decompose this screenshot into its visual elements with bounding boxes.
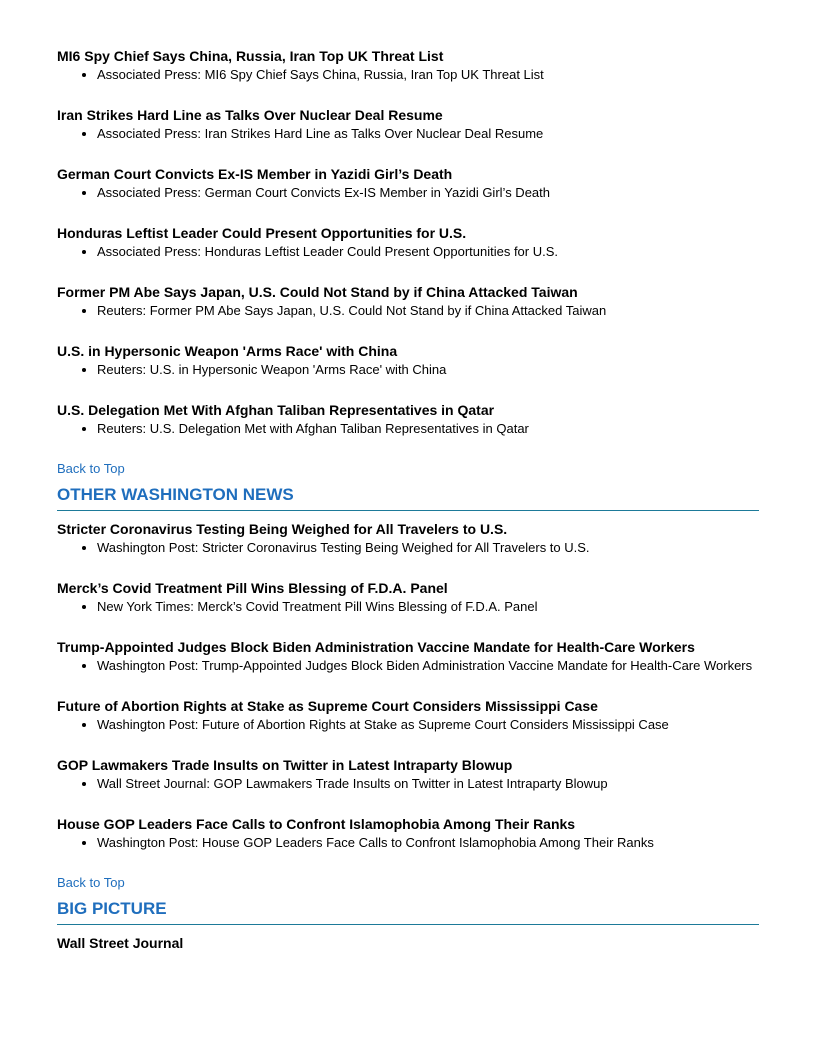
story-item xyxy=(57,283,759,320)
story-title: Honduras Leftist Leader Could Present Opportunities for U.S. xyxy=(57,225,467,241)
story-title: MI6 Spy Chief Says China, Russia, Iran Top UK Threat List xyxy=(57,48,444,64)
story-source-link[interactable]: • Washington Post: Future of Abortion Rights at Stake as Supreme Court Considers Mississippi Case xyxy=(97,716,759,734)
story-source-link[interactable]: • Associated Press: Iran Strikes Hard Line as Talks Over Nuclear Deal Resume xyxy=(97,125,759,143)
story-title: U.S. in Hypersonic Weapon 'Arms Race' with China xyxy=(57,343,398,359)
story-item xyxy=(57,579,759,616)
story-source-link[interactable]: • Associated Press: Honduras Leftist Leader Could Present Opportunities for U.S. xyxy=(97,243,759,261)
story-source-link[interactable]: • Washington Post: Trump-Appointed Judges Block Biden Administration Vaccine Mandate for Health-Care Workers xyxy=(97,657,759,675)
story-title: House GOP Leaders Face Calls to Confront Islamophobia Among Their Ranks xyxy=(57,816,576,832)
story-source-link[interactable]: • New York Times: Merck’s Covid Treatment Pill Wins Blessing of F.D.A. Panel xyxy=(97,598,759,616)
story-title: Wall Street Journal xyxy=(57,935,184,951)
story-title: Future of Abortion Rights at Stake as Supreme Court Considers Mississippi Case xyxy=(57,698,598,714)
story-source-link[interactable]: • Washington Post: House GOP Leaders Face Calls to Confront Islamophobia Among Their Ranks xyxy=(97,834,759,852)
story-title: U.S. Delegation Met With Afghan Taliban Representatives in Qatar xyxy=(57,402,495,418)
story-title: Merck’s Covid Treatment Pill Wins Blessing of F.D.A. Panel xyxy=(57,580,448,596)
story-item xyxy=(57,697,759,734)
story-source-link[interactable]: • Reuters: U.S. in Hypersonic Weapon 'Arms Race' with China xyxy=(97,361,759,379)
story-title: German Court Convicts Ex-IS Member in Yazidi Girl’s Death xyxy=(57,166,453,182)
story-item xyxy=(57,638,759,675)
story-source-link[interactable]: • Associated Press: German Court Convicts Ex-IS Member in Yazidi Girl’s Death xyxy=(97,184,759,202)
international-stories xyxy=(57,47,759,438)
story-source-link[interactable]: • Associated Press: MI6 Spy Chief Says China, Russia, Iran Top UK Threat List xyxy=(97,66,759,84)
washington-stories xyxy=(57,520,759,852)
story-title: Former PM Abe Says Japan, U.S. Could Not Stand by if China Attacked Taiwan xyxy=(57,284,578,300)
story-item xyxy=(57,756,759,793)
story-item xyxy=(57,815,759,852)
story-title: Stricter Coronavirus Testing Being Weighed for All Travelers to U.S. xyxy=(57,521,508,537)
story-source-link[interactable]: • Reuters: U.S. Delegation Met with Afghan Taliban Representatives in Qatar xyxy=(97,420,759,438)
story-item xyxy=(57,47,759,84)
story-item xyxy=(57,165,759,202)
story-item xyxy=(57,106,759,143)
section-heading-big-picture: BIG PICTURE xyxy=(57,898,759,925)
newsletter-page xyxy=(57,47,759,953)
story-source-link[interactable]: • Wall Street Journal: GOP Lawmakers Trade Insults on Twitter in Latest Intraparty Blowup xyxy=(97,775,759,793)
section-heading-washington: OTHER WASHINGTON NEWS xyxy=(57,484,759,511)
story-item xyxy=(57,224,759,261)
story-title: GOP Lawmakers Trade Insults on Twitter in Latest Intraparty Blowup xyxy=(57,757,513,773)
story-title: Trump-Appointed Judges Block Biden Administration Vaccine Mandate for Health-Care Workers xyxy=(57,639,695,655)
story-source-link[interactable]: • Washington Post: Stricter Coronavirus Testing Being Weighed for All Travelers to U.S. xyxy=(97,539,759,557)
back-to-top-link[interactable]: Back to Top xyxy=(57,875,125,890)
story-source-link[interactable]: • Reuters: Former PM Abe Says Japan, U.S. Could Not Stand by if China Attacked Taiwan xyxy=(97,302,759,320)
back-to-top-link[interactable]: Back to Top xyxy=(57,461,125,476)
story-item xyxy=(57,401,759,438)
story-item xyxy=(57,342,759,379)
story-item xyxy=(57,520,759,557)
story-title: Iran Strikes Hard Line as Talks Over Nuclear Deal Resume xyxy=(57,107,443,123)
